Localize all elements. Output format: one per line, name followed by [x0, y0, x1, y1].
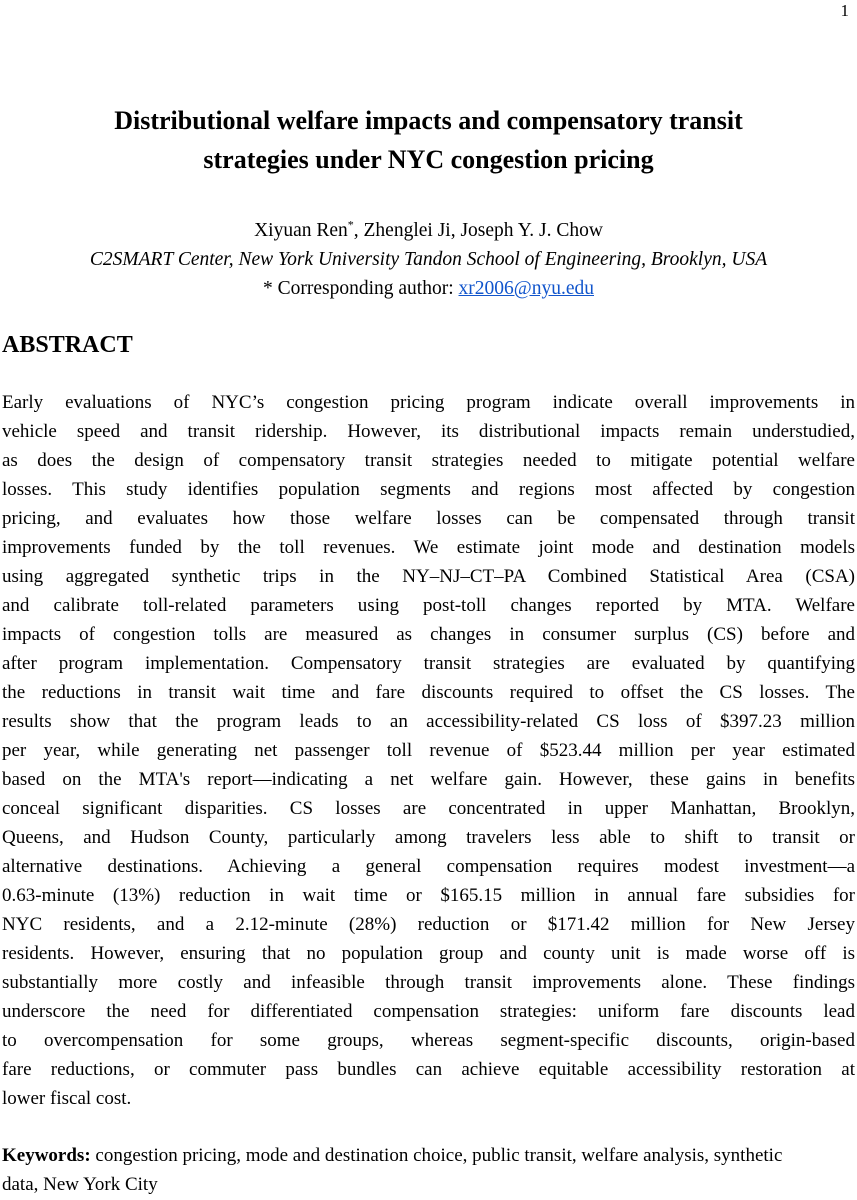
abstract-line: after program implementation. Compensatory transit strategies are evaluated by quantifying	[2, 653, 855, 674]
abstract-line: residents. However, ensuring that no population group and county unit is made worse off is	[2, 943, 855, 964]
paper-title-line-2: strategies under NYC congestion pricing	[203, 145, 654, 174]
abstract-line: NYC residents, and a 2.12-minute (28%) reduction or $171.42 million for New Jersey	[2, 914, 855, 935]
authors-rest: , Zhenglei Ji, Joseph Y. J. Chow	[353, 220, 603, 241]
abstract-line: and calibrate toll-related parameters using post-toll changes reported by MTA. Welfare	[2, 595, 855, 616]
keywords-text: congestion pricing, mode and destination choice, public transit, welfare analysis, synthetic data, New York City	[2, 1145, 783, 1195]
keywords-paragraph	[2, 1141, 802, 1199]
abstract-heading: ABSTRACT	[2, 332, 133, 358]
authors-line	[2, 216, 855, 245]
author-asterisk-superscript: *	[347, 217, 354, 232]
abstract-line: fare reductions, or commuter pass bundles can achieve equitable accessibility restoration at	[2, 1059, 855, 1080]
abstract-line: as does the design of compensatory transit strategies needed to mitigate potential welfare	[2, 450, 855, 471]
abstract-line: to overcompensation for some groups, whereas segment-specific discounts, origin-based	[2, 1030, 855, 1051]
abstract-line: losses. This study identifies population segments and regions most affected by congestion	[2, 479, 855, 500]
abstract-line: improvements funded by the toll revenues. We estimate joint mode and destination models	[2, 537, 855, 558]
author-first: Xiyuan Ren	[254, 220, 348, 241]
abstract-line: conceal significant disparities. CS losses are concentrated in upper Manhattan, Brooklyn,	[2, 798, 855, 819]
abstract-line: results show that the program leads to an accessibility-related CS loss of $397.23 million	[2, 711, 855, 732]
abstract-line: alternative destinations. Achieving a general compensation requires modest investment—a	[2, 856, 855, 877]
abstract-line: 0.63-minute (13%) reduction in wait time or $165.15 million in annual fare subsidies for	[2, 885, 855, 906]
abstract-line: pricing, and evaluates how those welfare losses can be compensated through transit	[2, 508, 855, 529]
affiliation: C2SMART Center, New York University Tandon School of Engineering, Brooklyn, USA	[89, 249, 768, 270]
paper-title-line-1: Distributional welfare impacts and compensatory transit	[114, 106, 743, 135]
abstract-line: substantially more costly and infeasible through transit improvements alone. These findings	[2, 972, 855, 993]
byline-block	[2, 216, 855, 303]
abstract-line: Queens, and Hudson County, particularly among travelers less able to shift to transit or	[2, 827, 855, 848]
abstract-line: based on the MTA's report—indicating a net welfare gain. However, these gains in benefits	[2, 769, 855, 790]
corresponding-author-line	[2, 274, 855, 303]
abstract-line: the reductions in transit wait time and fare discounts required to offset the CS losses. The	[2, 682, 855, 703]
abstract-line: vehicle speed and transit ridership. However, its distributional impacts remain understudied,	[2, 421, 855, 442]
abstract-line: per year, while generating net passenger toll revenue of $523.44 million per year estimated	[2, 740, 855, 761]
abstract-line: underscore the need for differentiated compensation strategies: uniform fare discounts lead	[2, 1001, 855, 1022]
abstract-line: impacts of congestion tolls are measured as changes in consumer surplus (CS) before and	[2, 624, 855, 645]
keywords-label: Keywords:	[2, 1145, 91, 1166]
corresponding-author-email-link[interactable]: xr2006@nyu.edu	[458, 278, 594, 299]
abstract-line: Early evaluations of NYC’s congestion pricing program indicate overall improvements in	[2, 392, 855, 413]
abstract-line: lower fiscal cost.	[2, 1088, 132, 1109]
page-number: 1	[840, 1, 849, 20]
abstract-line: using aggregated synthetic trips in the NY–NJ–CT–PA Combined Statistical Area (CSA)	[2, 566, 855, 587]
abstract-body	[2, 388, 855, 1113]
paper-title	[2, 101, 855, 179]
corresponding-author-label: * Corresponding author:	[263, 278, 459, 299]
